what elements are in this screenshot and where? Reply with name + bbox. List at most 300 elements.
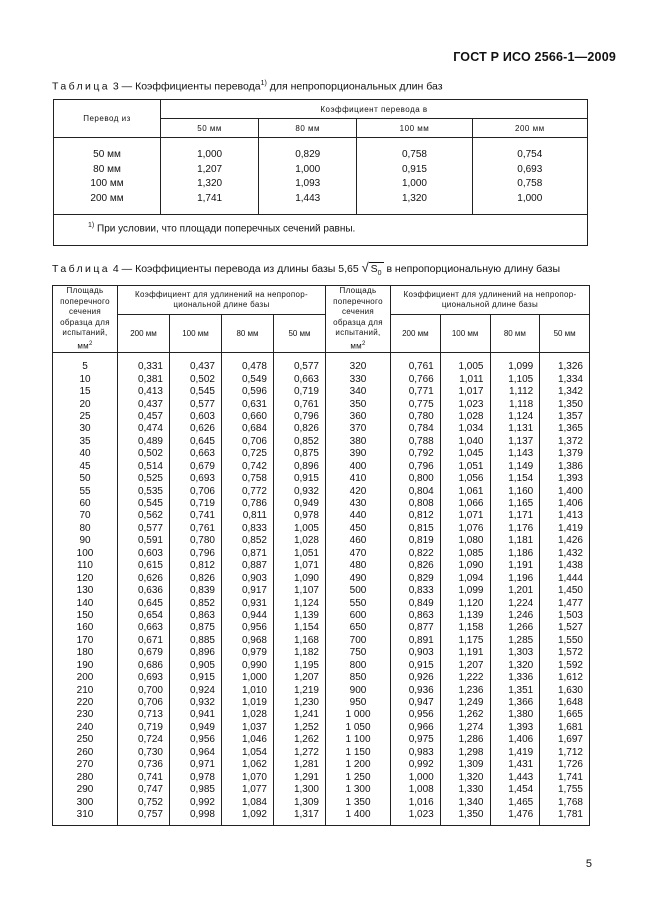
table-cell: 0,826 [189,572,215,584]
table-cell: 0,792 [408,448,434,460]
table-cell: 1,000 [408,771,434,783]
table-cell: 1,056 [458,473,484,485]
table-cell: 1,465 [508,796,534,808]
table-cell: 0,663 [137,622,163,634]
table-cell: 1,000 [517,192,543,204]
table4-col-header: 50 мм [274,315,326,353]
table-cell: 0,713 [137,709,163,721]
table4-col-header: 50 мм [540,315,590,353]
table-cell: 0,990 [241,659,267,671]
table-cell: 1,400 [557,485,583,497]
table-cell: 1,196 [508,572,534,584]
table-cell: 1,011 [459,373,484,385]
table-cell: 1,419 [508,746,534,758]
table-cell: 1,005 [293,522,319,534]
table-cell: 1,350 [557,398,583,410]
table-cell: 1,222 [458,672,484,684]
table-cell: 0,956 [189,734,215,746]
table-cell: 0,771 [408,386,434,398]
table-cell: 1,186 [508,547,534,559]
table-cell: 110 [77,560,93,572]
table-cell: 0,992 [408,759,434,771]
table-cell: 390 [349,448,367,460]
table-cell: 0,577 [189,398,215,410]
table-cell: 0,331 [137,361,163,373]
table-cell: 1,008 [408,784,434,796]
table-cell: 420 [349,485,367,497]
table3-col-header: 80 мм [259,119,357,138]
table-cell: 1,090 [458,560,484,572]
table-cell: 430 [349,498,367,510]
table-cell: 1,444 [557,572,583,584]
table-cell: 0,457 [137,410,163,422]
table-cell: 1,105 [508,373,534,385]
table-cell: 1,000 [241,672,267,684]
table-cell: 1,419 [557,522,583,534]
table-cell: 1,076 [458,522,484,534]
table-cell: 45 [79,460,91,472]
table-cell: 200 [76,672,94,684]
table-cell: 1,697 [557,734,583,746]
table-cell: 1,438 [557,560,583,572]
table4-right-200-column [391,353,441,826]
table-cell: 0,525 [137,473,163,485]
table-cell: 1,040 [458,435,484,447]
table-cell: 500 [349,585,367,597]
table-cell: 1,681 [557,721,583,733]
table-cell: 340 [349,386,367,398]
table-cell: 0,956 [241,622,267,634]
table-cell: 1 300 [345,784,371,796]
table-cell: 0,489 [137,435,163,447]
table-cell: 0,983 [408,746,434,758]
table-cell: 0,812 [189,560,215,572]
table-cell: 1,195 [293,659,319,671]
table-cell: 0,761 [189,522,215,534]
table-cell: 0,896 [293,460,319,472]
table4-col-header: 80 мм [222,315,274,353]
table-cell: 410 [349,473,367,485]
table-cell: 0,719 [137,721,163,733]
table-cell: 1,372 [557,435,583,447]
table-cell: 220 [76,697,94,709]
table-cell: 1,726 [557,759,583,771]
table-cell: 750 [349,647,367,659]
table-cell: 180 [76,647,94,659]
table-cell: 15 [79,386,91,398]
table3-row-header: Перевод из [54,100,161,138]
table-cell: 1,272 [293,746,319,758]
table-cell: 800 [349,659,367,671]
table-cell: 1,099 [508,361,534,373]
table-cell: 0,645 [137,597,163,609]
table-cell: 160 [76,622,94,634]
table-cell: 1,386 [557,460,583,472]
table3-col-100 [357,138,472,215]
table-cell: 0,757 [137,808,163,820]
table-cell: 80 мм [93,163,121,175]
table-cell: 1,023 [458,398,484,410]
table-cell: 1,085 [458,547,484,559]
table4-caption [52,260,561,278]
table-cell: 1,037 [241,721,267,733]
table-cell: 1,124 [293,597,319,609]
table-cell: 0,754 [517,149,543,160]
table-cell: 1,365 [557,423,583,435]
table-cell: 0,663 [293,373,319,385]
table-cell: 0,968 [241,634,267,646]
table-cell: 0,761 [293,398,319,410]
table4-left-80-column [222,353,274,826]
table-cell: 1,241 [293,709,319,721]
table-cell: 0,903 [241,572,267,584]
table-cell: 950 [349,697,367,709]
table-cell: 0,978 [189,771,215,783]
table-cell: 0,815 [408,522,434,534]
table-cell: 0,796 [408,460,434,472]
table4-left-area-column [53,353,118,826]
table-cell: 0,706 [137,697,163,709]
table-cell: 1,285 [508,634,534,646]
table-cell: 0,971 [189,759,215,771]
table-cell: 1,340 [458,796,484,808]
table-cell: 1,207 [197,163,223,175]
table-cell: 0,679 [137,647,163,659]
table4-right-100-column [440,353,490,826]
table-cell: 0,631 [241,398,267,410]
table-cell: 0,875 [293,448,319,460]
table-cell: 1,139 [458,609,484,621]
table-cell: 230 [76,709,94,721]
table-cell: 1,224 [508,597,534,609]
table-cell: 1,000 [401,178,427,189]
table4 [52,285,590,826]
table-cell: 1,380 [508,709,534,721]
table-cell: 1,320 [458,771,484,783]
table-cell: 0,992 [189,796,215,808]
table-cell: 1 150 [345,746,371,758]
table-cell: 0,742 [241,460,267,472]
table-cell: 1,160 [508,485,534,497]
table-cell: 0,829 [408,572,434,584]
table-cell: 1,077 [241,784,267,796]
table-cell: 0,693 [189,473,215,485]
table-cell: 350 [349,398,367,410]
table-cell: 1,298 [458,746,484,758]
table-cell: 240 [76,721,94,733]
table-cell: 1,450 [557,585,583,597]
table-cell: 55 [79,485,91,497]
table-cell: 1 050 [345,721,371,733]
table-cell: 1 100 [345,734,371,746]
standard-designation: ГОСТ Р ИСО 2566-1—2009 [453,50,616,64]
table-cell: 1,165 [508,498,534,510]
sqrt-radicand: S [370,263,378,275]
table-cell: 0,502 [189,373,215,385]
table4-group-header-left: Коэффициент для удлинений на непропор- циональной длине базы [118,286,326,315]
table-cell: 0,891 [408,634,434,646]
table-cell: 1,350 [458,808,484,820]
table-cell: 0,686 [137,659,163,671]
table-cell: 1,176 [508,522,534,534]
table-cell: 850 [349,672,367,684]
table4-right-area-column [326,353,391,826]
table-cell: 1,066 [458,498,484,510]
table-cell: 1,252 [293,721,319,733]
table-cell: 1,477 [557,597,583,609]
table-cell: 0,514 [137,460,163,472]
table-cell: 480 [349,560,367,572]
table-cell: 1,291 [293,771,319,783]
table4-right-50-column [540,353,590,826]
table-cell: 460 [349,535,367,547]
table-cell: 1,249 [458,697,484,709]
table-cell: 0,915 [408,659,434,671]
table-cell: 1 000 [345,709,371,721]
table-cell: 1,712 [557,746,583,758]
table-cell: 1,019 [241,697,267,709]
table-cell: 1,330 [458,784,484,796]
table-cell: 0,758 [517,178,543,189]
table-cell: 0,747 [137,784,163,796]
table-cell: 0,964 [189,746,215,758]
table-cell: 1,572 [557,647,583,659]
table-cell: 1,137 [508,435,534,447]
table-cell: 280 [76,771,94,783]
table-cell: 1,342 [557,386,583,398]
table-cell: 0,839 [189,585,215,597]
table-cell: 0,796 [293,410,319,422]
table-cell: 0,936 [408,684,434,696]
table-cell: 1,171 [508,510,534,522]
table-cell: 1,034 [458,423,484,435]
table-cell: 0,887 [241,560,267,572]
table-cell: 250 [76,734,94,746]
table-cell: 1,051 [458,460,484,472]
table-cell: 0,758 [241,473,267,485]
table-cell: 0,786 [241,498,267,510]
table-cell: 1,281 [293,759,319,771]
table-cell: 1,630 [557,684,583,696]
table-cell: 0,941 [189,709,215,721]
table-cell: 0,978 [293,510,319,522]
table-cell: 0,596 [241,386,267,398]
table-cell: 1,118 [508,398,534,410]
table-cell: 1,045 [458,448,484,460]
table-cell: 0,849 [408,597,434,609]
table-cell: 0,772 [241,485,267,497]
table4-col-header: 80 мм [490,315,540,353]
table3-caption [52,80,443,93]
table-cell: 1,527 [557,622,583,634]
table-cell: 0,784 [408,423,434,435]
table-cell: 0,852 [241,535,267,547]
table-cell: 0,636 [137,585,163,597]
table-cell: 260 [76,746,94,758]
table-cell: 20 [79,398,91,410]
table-cell: 1,005 [458,361,484,373]
table-cell: 1,051 [293,547,319,559]
table-cell: 1,503 [557,609,583,621]
table3-footnote-mark: 1) [88,221,95,229]
table-cell: 1,191 [508,560,534,572]
table4-col-header: 200 мм [118,315,170,353]
table-cell: 1,010 [241,684,267,696]
table-cell: 0,905 [189,659,215,671]
table-cell: 1,309 [293,796,319,808]
sqrt-radicand-sub: 0 [377,270,382,278]
table-cell: 1,592 [557,659,583,671]
table-cell: 1,099 [458,585,484,597]
table-cell: 0,706 [189,485,215,497]
table-cell: 1,741 [197,192,223,204]
table4-left-50-column [274,353,326,826]
table-cell: 0,736 [137,759,163,771]
table-cell: 50 [79,473,91,485]
table-cell: 140 [76,597,94,609]
table-cell: 0,885 [189,634,215,646]
table-cell: 1,028 [458,410,484,422]
table-cell: 650 [349,622,367,634]
table-cell: 0,931 [241,597,267,609]
table-cell: 0,437 [137,398,163,410]
table-cell: 1,476 [508,808,534,820]
table-cell: 0,766 [408,373,434,385]
table-cell: 1,393 [508,721,534,733]
table-cell: 1,266 [508,622,534,634]
table-cell: 1,379 [557,448,583,460]
table-cell: 370 [349,423,367,435]
table-cell: 1,741 [557,771,583,783]
table4-col-header: 200 мм [391,315,441,353]
table3-group-header: Коэффициент перевода в [161,100,588,119]
table3-col-80 [259,138,357,215]
table-cell: 0,545 [137,498,163,510]
table-cell: 0,775 [408,398,434,410]
table-cell: 0,804 [408,485,434,497]
table-cell: 0,896 [189,647,215,659]
table-cell: 1,286 [458,734,484,746]
table4-area-header-right: Площадь поперечного сечения образца для испытаний, $мм^2$ [326,286,391,353]
table-cell: 80 [79,522,91,534]
table-cell: 1,406 [508,734,534,746]
table3-col-header: 200 мм [472,119,587,138]
table-cell: 1,317 [293,808,319,820]
table-cell: 1,201 [508,585,534,597]
table3-row-labels [54,138,161,215]
table-cell: 1 250 [345,771,371,783]
table-cell: 330 [349,373,367,385]
table-cell: 40 [79,448,91,460]
table-cell: 1,191 [458,647,484,659]
table-cell: 0,502 [137,448,163,460]
table-cell: 1,070 [241,771,267,783]
table-cell: 0,917 [241,585,267,597]
table-cell: 0,381 [137,373,163,385]
table3-caption-tail: для непропорциональных длин баз [269,80,443,93]
table-cell: 450 [349,522,367,534]
table-cell: 0,724 [137,734,163,746]
table4-right-80-column [490,353,540,826]
table-cell: 1,274 [458,721,484,733]
table-cell: 0,949 [189,721,215,733]
table-cell: 0,562 [137,510,163,522]
table-cell: 0,829 [295,149,321,160]
table-cell: 0,730 [137,746,163,758]
table-cell: 490 [349,572,367,584]
table-cell: 1,665 [557,709,583,721]
table-cell: 1,054 [241,746,267,758]
table-cell: 0,915 [189,672,215,684]
table-cell: 1,432 [557,547,583,559]
table3-col-50 [161,138,259,215]
table-cell: 1 400 [345,808,371,820]
table-cell: 1,028 [293,535,319,547]
table-cell: 0,796 [189,547,215,559]
table-cell: 0,800 [408,473,434,485]
table-cell: 1,168 [293,634,319,646]
table-cell: 550 [349,597,367,609]
table-cell: 0,863 [189,609,215,621]
table-cell: 470 [349,547,367,559]
table-cell: 1,406 [557,498,583,510]
table-cell: 0,822 [408,547,434,559]
table-cell: 0,871 [241,547,267,559]
table-cell: 1,092 [241,808,267,820]
table-cell: 1,090 [293,572,319,584]
table-cell: 270 [76,759,94,771]
table3-col-header: 50 мм [161,119,259,138]
table-cell: 1,124 [508,410,534,422]
table-cell: 1,158 [458,622,484,634]
table-cell: 0,780 [189,535,215,547]
table-cell: 0,645 [189,435,215,447]
table-cell: 0,752 [137,796,163,808]
sqrt-formula: √ $S_0$ [361,260,382,278]
table-cell: 0,924 [189,684,215,696]
table-cell: 0,998 [189,808,215,820]
table-cell: 0,577 [137,522,163,534]
table-cell: 1,236 [458,684,484,696]
table-cell: 0,826 [408,560,434,572]
table-cell: 0,474 [137,423,163,435]
table-cell: 1,781 [557,808,583,820]
table-cell: 30 [79,423,91,435]
table-cell: 0,875 [189,622,215,634]
table3-caption-text: 3 — Коэффициенты перевода [112,80,261,93]
table-cell: 1,309 [458,759,484,771]
table-cell: 1,431 [508,759,534,771]
table-cell: 1,017 [458,386,484,398]
table-cell: 5 [82,361,88,373]
table-cell: 1,768 [557,796,583,808]
table-cell: 300 [76,796,94,808]
table-cell: 0,947 [408,697,434,709]
table-cell: 1,755 [557,784,583,796]
table-cell: 1,426 [557,535,583,547]
table-cell: 70 [79,510,91,522]
table-cell: 0,979 [241,647,267,659]
table-cell: 50 мм [93,149,121,160]
table-cell: 1 350 [345,796,371,808]
table-cell: 0,725 [241,448,267,460]
table-cell: 1,320 [401,192,427,204]
table-cell: 700 [349,634,367,646]
table-cell: 0,944 [241,609,267,621]
table-cell: 1,023 [408,808,434,820]
table-cell: 0,741 [137,771,163,783]
table-cell: 0,949 [293,498,319,510]
